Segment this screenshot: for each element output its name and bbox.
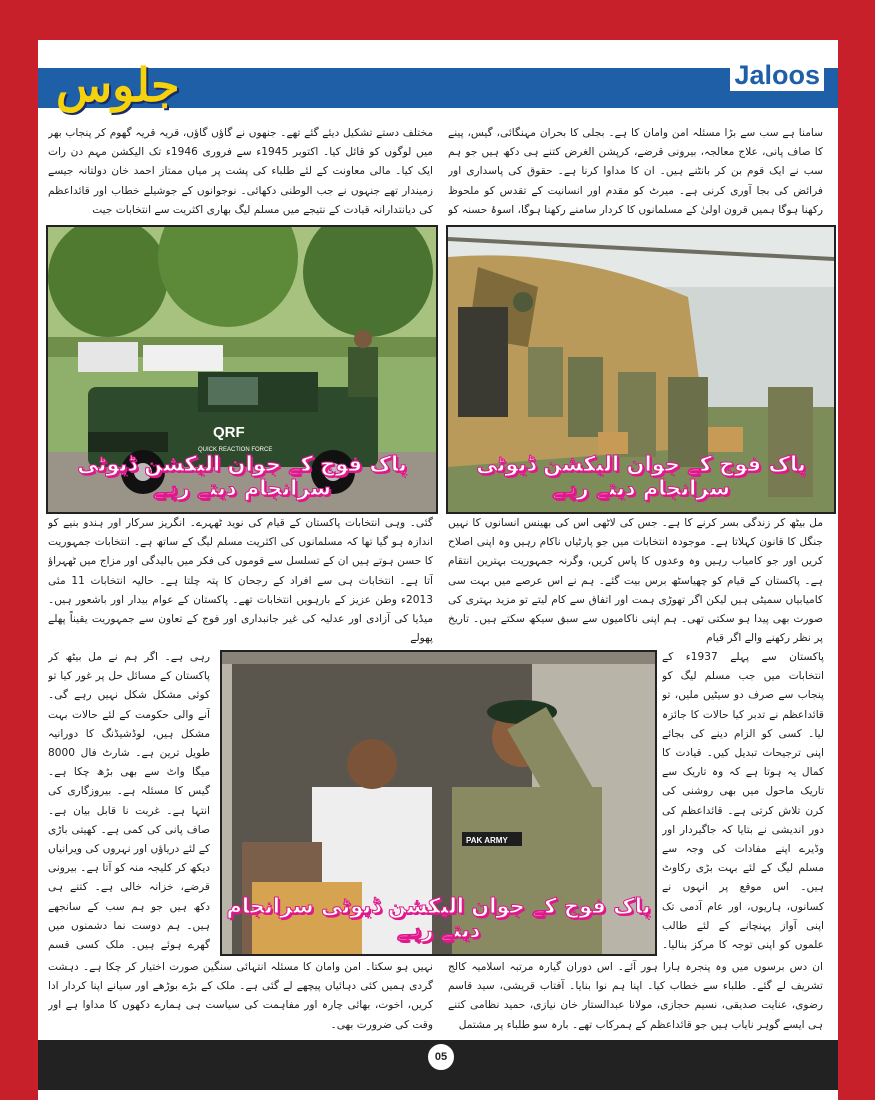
- urdu-logo: جلوس: [56, 58, 180, 112]
- text-column-lower-left: [48, 648, 210, 952]
- paragraph: ان دس برسوں میں وہ پنجرہ ہارا ہور آئے۔ اس دوران گیارہ مرتبہ اسلامیہ کالج تشریف لے گئے۔ طلباء سے خطاب کیا۔ اپنا ہم نوا بنایا۔ آفتاب قریشی، سید قاسم رضوی، عنایت صدیقی، نسیم حجازی، مولانا عبدالستار خان نیازی، حمید نظامی کتنے ہی ایسے گوہر نایاب ہیں جو قائداعظم کے ہمرکاب تھے۔ بارہ سو طلباء پر مشتمل: [448, 961, 823, 1031]
- page-number: 05: [426, 1042, 456, 1072]
- paragraph: مل بیٹھ کر زندگی بسر کرنے کا ہے۔ جس کی لاٹھی اس کی بھینس انسانوں کا نہیں جنگل کا قانون کہلاتا ہے۔ موجودہ انتخابات میں جو پارٹیاں ناکام رہیں وہ اپنی اصلاح کریں اور جو کامیاب رہیں وہ وعدوں کا پاس کریں، وگرنہ جمہوریت بہترین انتقام ہے۔ پاکستان کے قیام کو چھیاسٹھ برس بیت گئے۔ ہم نے اس عرصے میں بہت سی کامیابیاں سمیٹی ہیں لیکن اگر تھوڑی ہمت اور اتفاق سے کام لیتے تو مزید بہتری کی صورت بھی پیدا ہو سکتی تھی۔ ہم اپنی ناکامیوں سے سبق سیکھ سکتے ہیں۔ تاریخ پر نظر رکھنے والے اگر قیام: [448, 517, 823, 645]
- paragraph: مختلف دستے تشکیل دیئے گئے تھے۔ جنھوں نے گاؤں گاؤں، قریہ قریہ گھوم کر پنجاب بھر میں لوگوں کو قائل کیا۔ اکتوبر 1945ء سے فروری 1946ء تک الیکشن مہم دن رات ایک کیا۔ مالی معاونت کے لئے طلباء کی پشت پر میاں ممتاز احمد خان دولتانہ جیسے زمیندار تھے جنہوں نے جب الوطنی دکھائی۔ نوجوانوں کے جوشیلے خطاب اور قائداعظم کی دیانتدارانہ قیادت کے نتیجے میں مسلم لیگ بھاری اکثریت سے انتخابات جیت: [48, 127, 433, 216]
- helicopter-photo-caption: پاک فوج کے جوان الیکشن ڈیوٹی سرانجام دیتے رہے: [476, 452, 806, 500]
- text-column-bottom-left: [48, 958, 433, 1036]
- text-column-mid-right: [448, 514, 823, 648]
- text-column-lower-right: [662, 648, 824, 952]
- paragraph: رہی ہے۔ اگر ہم نے مل بیٹھ کر پاکستان کے مسائل حل پر غور کیا تو کوئی مشکل شکل نہیں رہے گی۔ آنے والی حکومت کے لئے حالات بہت مشکل ہیں، لوڈشیڈنگ کا دورانیہ طویل ترین ہے۔ شارٹ فال 8000 میگا واٹ سے بھی بڑھ چکا ہے۔ گیس کا مسئلہ ہے۔ بیروزگاری کی انتہا ہے۔ غربت نا قابل بیان ہے۔ صاف پانی کی کمی ہے۔ کھیتی باڑی کے لئے دریاؤں اور نہروں کی ویرانیاں دیکھ کر کلیجہ منہ کو آتا ہے۔ بیرونی قرضے، خزانہ خالی ہے۔ کتنے ہی دکھ ہیں جو ہم سب کے سانجھے ہیں۔ ہم دوست نما دشمنوں میں گھرے ہوئے ہیں۔ ملک کسی قسم: [48, 651, 210, 952]
- paragraph: سامنا ہے سب سے بڑا مسئلہ امن وامان کا ہے۔ بجلی کا بحران مہنگائی، گیس، پینے کا صاف پانی، علاج معالجہ، بیرونی قرضے، کرپشن الغرض کتنے ہی دکھ ہیں جو ہم سب نے ایک قوم بن کر بانٹنے ہیں۔ ان کا مداوا کرنا ہے۔ حقوق کی پاسداری اور فرائض کی بجا آوری کرنی ہے۔ میرٹ کو مقدم اور انسانیت کے تقدس کو ملحوظ رکھنا ہوگا ہمیں قرون اولیٰ کے مسلمانوں کا کردار سامنے رکھنا ہوگا، اسوۂ حسنہ کو: [448, 127, 823, 216]
- truck-door-text: QRF: [213, 424, 245, 441]
- page-header: [38, 40, 838, 120]
- truck-door-subtext: QUICK REACTION FORCE: [198, 447, 273, 453]
- paragraph: گئی۔ وہی انتخابات پاکستان کے قیام کی نوید ٹھہرے۔ انگریز سرکار اور ہندو بنیے کو اندازہ ہو گیا تھا کہ مسلمانوں کی اکثریت مسلم لیگ کے ساتھ ہے۔ انتخابات جمہوریت کا حسن ہوتے ہیں ان کے تسلسل سے قوموں کی فکر میں بالیدگی اور مزاج میں ٹھہراؤ آتا ہے۔ انتخابات ہی سے افراد کے رجحان کا پتہ چلتا ہے۔ حالیہ انتخابات 11 مئی 2013ء وطن عزیز کے بارہویں انتخابات تھے۔ پاکستان کے عوام بیدار اور باشعور ہیں۔ میڈیا کی آزادی اور عدلیہ کی غیر جانبداری اور فوج کے تعاون سے جمہوریت یقیناً پھلے پھولے: [48, 517, 433, 645]
- text-column-top-left: [48, 124, 433, 220]
- truck-photo-caption: پاک فوج کے جوان الیکشن ڈیوٹی سرانجام دیتے رہے: [77, 452, 407, 500]
- magazine-page: [38, 40, 838, 1100]
- loading-photo-caption: پاک فوج کے جوان الیکشن ڈیوٹی سرانجام دیتے رہے: [226, 894, 651, 942]
- photo-loading-boxes: [220, 650, 657, 956]
- photo-helicopter: [446, 225, 836, 514]
- paragraph: نہیں ہو سکتا۔ امن وامان کا مسئلہ انتہائی سنگین صورت اختیار کر چکا ہے۔ دہشت گردی ہمیں کئی دہائیاں پیچھے لے گئی ہے۔ ملک کے بڑے بوڑھے اور سیانے اپنا کردار ادا کریں، اخوت، بھائی چارہ اور مفاہمت کی سیاست ہی ہمارے دکھوں کا مداوا ہے اور وقت کی ضرورت بھی۔: [48, 961, 433, 1031]
- pak-army-label: PAK ARMY: [466, 836, 508, 845]
- photo-army-truck: [46, 225, 438, 514]
- english-title: Jaloos: [730, 60, 824, 91]
- text-column-bottom-right: [448, 958, 823, 1036]
- text-column-mid-left: [48, 514, 433, 648]
- text-column-top-right: [448, 124, 823, 220]
- paragraph: پاکستان سے پہلے 1937ء کے انتخابات میں جب مسلم لیگ کو پنجاب سے صرف دو سیٹیں ملیں، تو قائداعظم نے تدبر کیا حالات کا جائزہ لیا۔ کسی کو الزام دینے کی بجائے اپنی ترجیحات تبدیل کیں۔ قیادت کا کمال یہ ہوتا ہے کہ وہ تاریک سے تاریک ماحول میں بھی روشنی کی کرن تلاش کرتی ہے۔ قائداعظم کی دور اندیشی نے بتایا کہ جاگیردار اور وڈیرے اپنے مفادات کی وجہ سے مسلم لیگ کے لئے بہت بڑی رکاوٹ ہیں۔ اس موقع پر انہوں نے کسانوں، ہاریوں، اور عام آدمی تک اپنی آواز پہنچانے کے لئے طالب علموں کو اپنی توجہ کا مرکز بنالیا۔: [662, 651, 824, 952]
